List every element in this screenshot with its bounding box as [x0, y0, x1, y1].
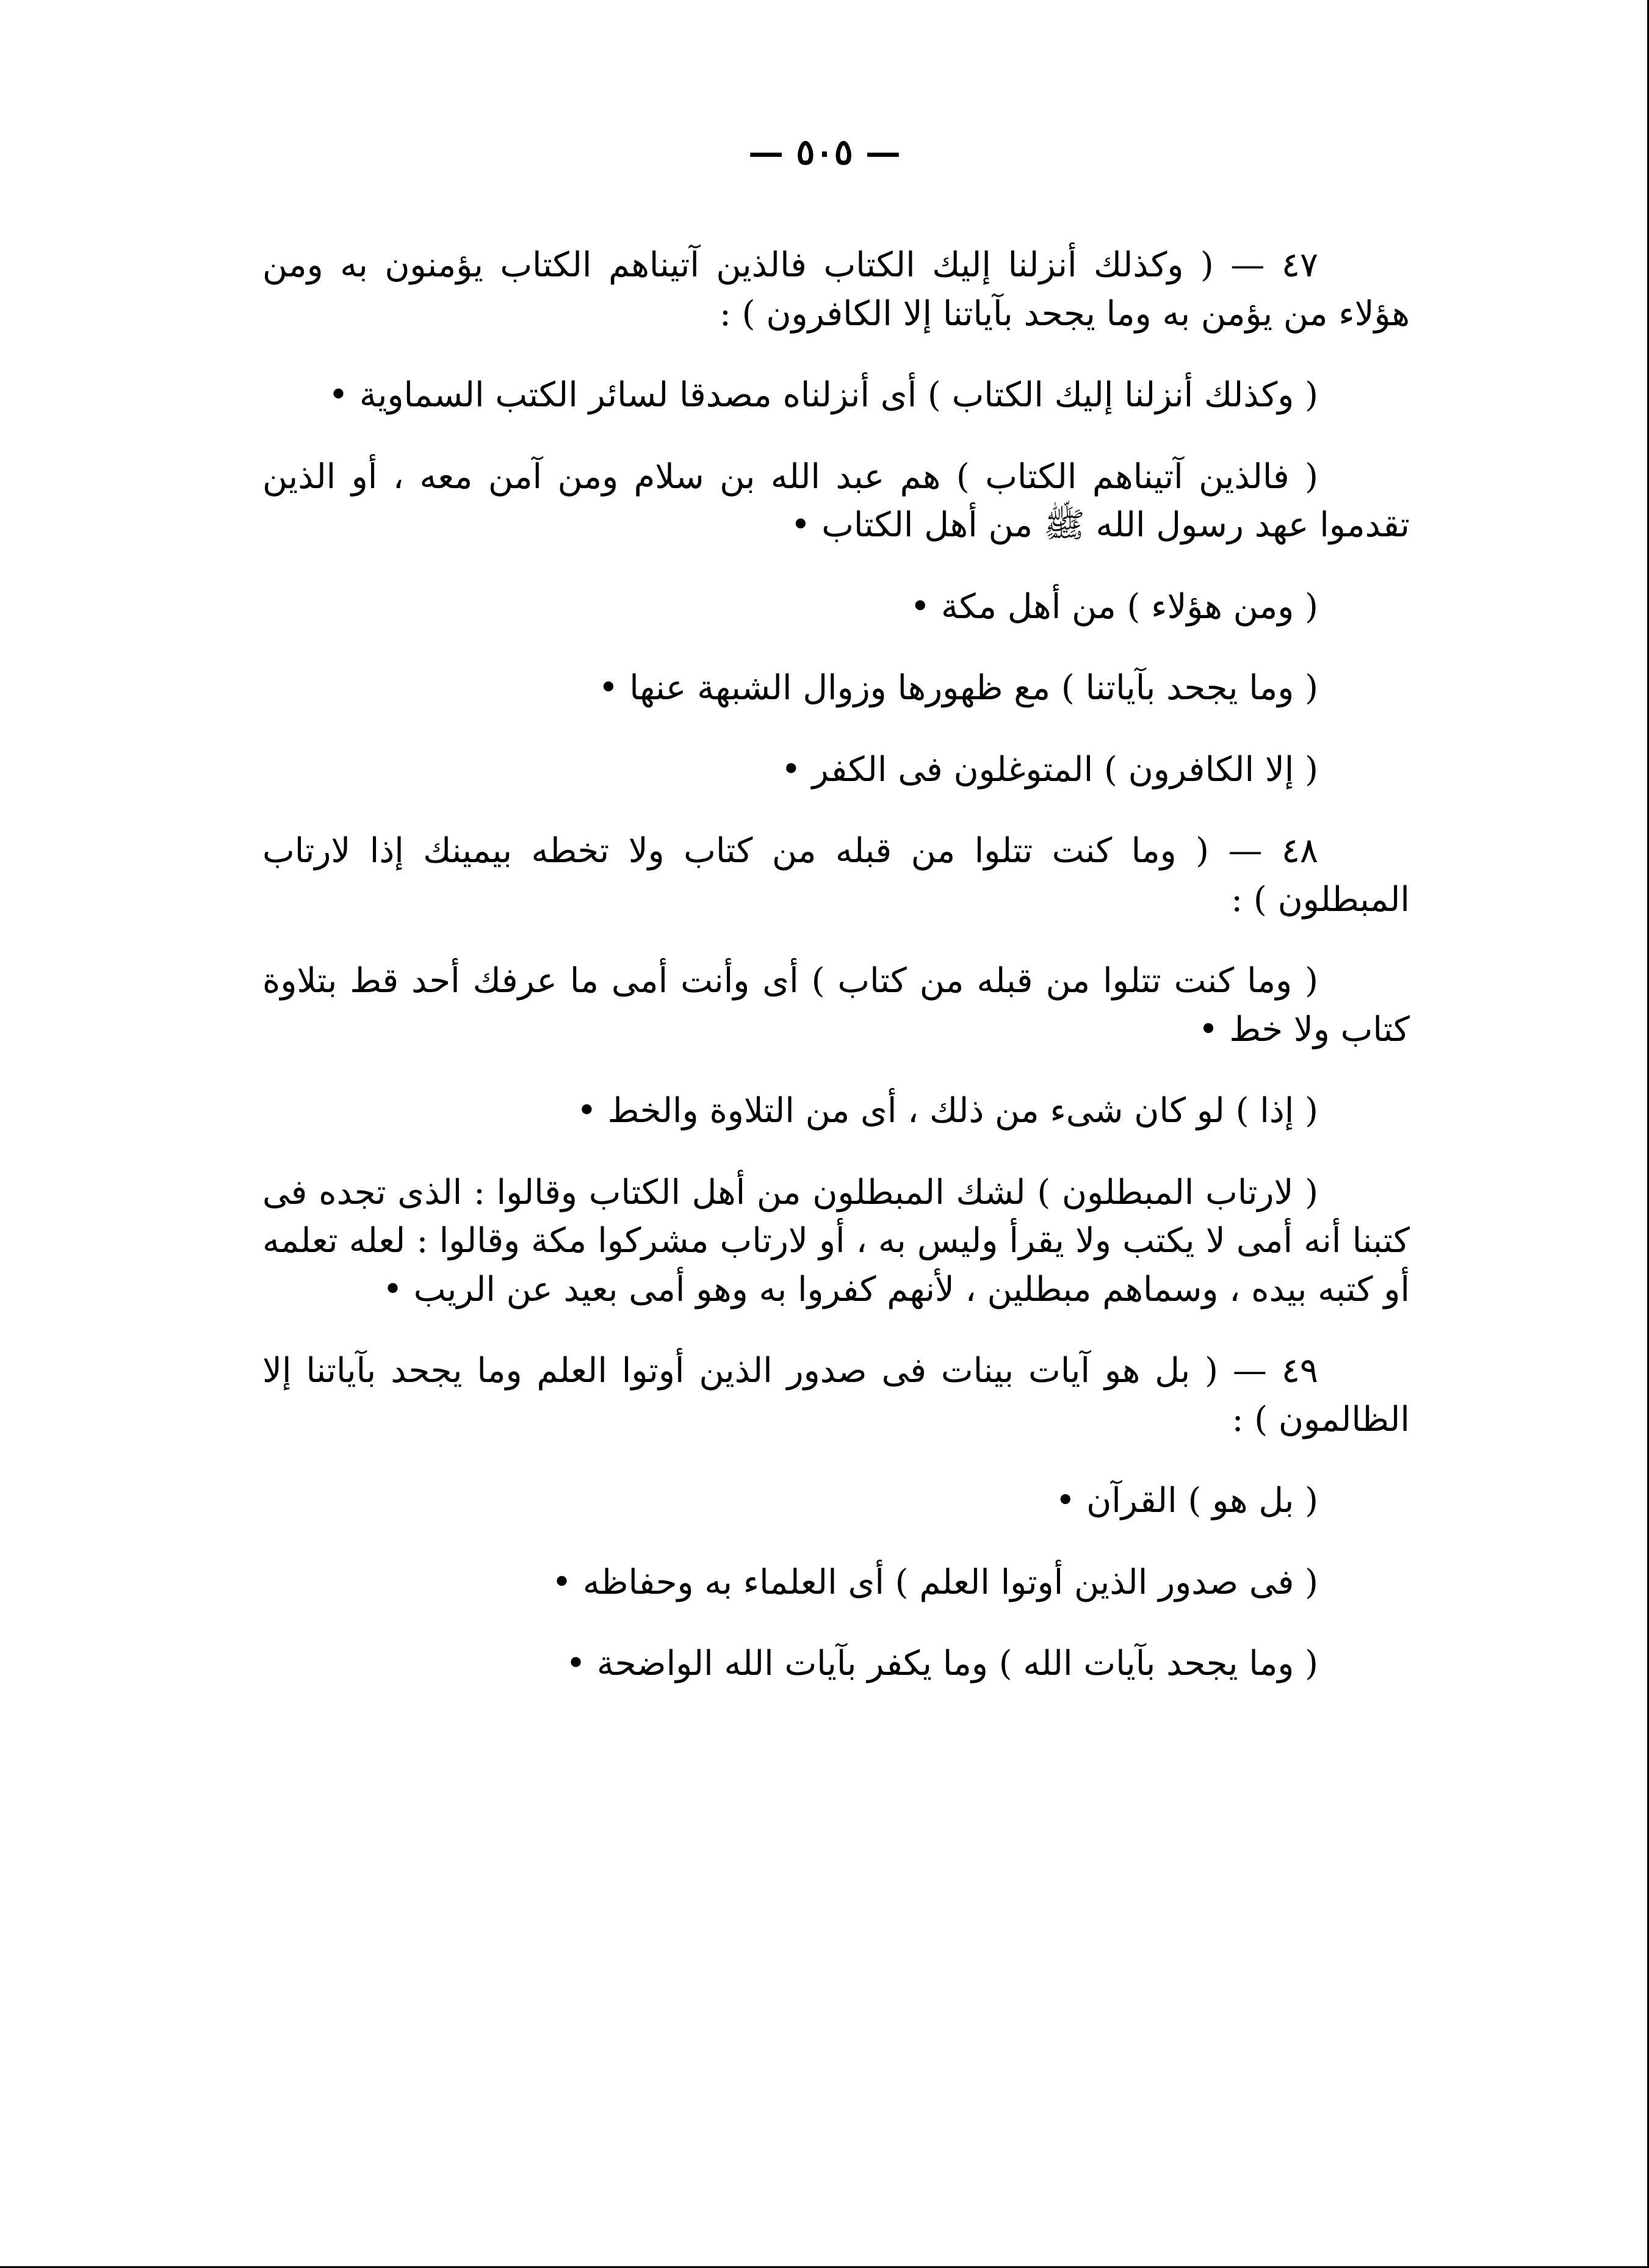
commentary-paragraph: ( لارتاب المبطلون ) لشك المبطلون من أهل الكتاب وقالوا : الذى تجده فى كتبنا أنه أمى لا يكتب ولا يقرأ وليس به ، أو لارتاب مشركوا مكة وقالوا : لعله تعلمه أو كتبه بيده ، وسماهم مبطلين ، لأنهم كفروا به وهو أمى بعيد عن الريب • — [262, 1172, 1410, 1309]
commentary-paragraph: ( ومن هؤلاء ) من أهل مكة • — [910, 586, 1318, 627]
commentary-paragraph: ( فى صدور الذين أوتوا العلم ) أى العلماء به وحفاظه • — [552, 1562, 1318, 1602]
verse-47: ٤٧ — ( وكذلك أنزلنا إليك الكتاب فالذين آتيناهم الكتاب يؤمنون به ومن هؤلاء من يؤمن به وما يجحد بآياتنا إلا الكافرون ) : — [262, 245, 1410, 334]
commentary-paragraph: ( وما يجحد بآيات الله ) وما يكفر بآيات الله الواضحة • — [566, 1644, 1318, 1684]
commentary-paragraph: ( وما يجحد بآياتنا ) مع ظهورها وزوال الشبهة عنها • — [598, 668, 1318, 708]
commentary-paragraph: ( وكذلك أنزلنا إليك الكتاب ) أى أنزلناه مصدقا لسائر الكتب السماوية • — [328, 375, 1318, 416]
page-body — [262, 241, 1410, 1688]
commentary-paragraph: ( إلا الكافرون ) المتوغلون فى الكفر • — [781, 749, 1318, 790]
commentary-paragraph: ( فالذين آتيناهم الكتاب ) هم عبد الله بن سلام ومن آمن معه ، أو الذين تقدموا عهد رسول الله ﷺ من أهل الكتاب • — [262, 456, 1410, 545]
verse-49: ٤٩ — ( بل هو آيات بينات فى صدور الذين أوتوا العلم وما يجحد بآياتنا إلا الظالمون ) : — [262, 1351, 1410, 1439]
commentary-paragraph: ( وما كنت تتلوا من قبله من كتاب ) أى وأنت أمى ما عرفك أحد قط بتلاوة كتاب ولا خط • — [262, 961, 1410, 1049]
page-number: — ٥٠٥ — — [748, 131, 901, 173]
commentary-paragraph: ( بل هو ) القرآن • — [1055, 1481, 1318, 1521]
commentary-paragraph: ( إذا ) لو كان شىء من ذلك ، أى من التلاوة والخط • — [576, 1091, 1318, 1131]
verse-48: ٤٨ — ( وما كنت تتلوا من قبله من كتاب ولا تخطه بيمينك إذا لارتاب المبطلون ) : — [262, 831, 1410, 920]
